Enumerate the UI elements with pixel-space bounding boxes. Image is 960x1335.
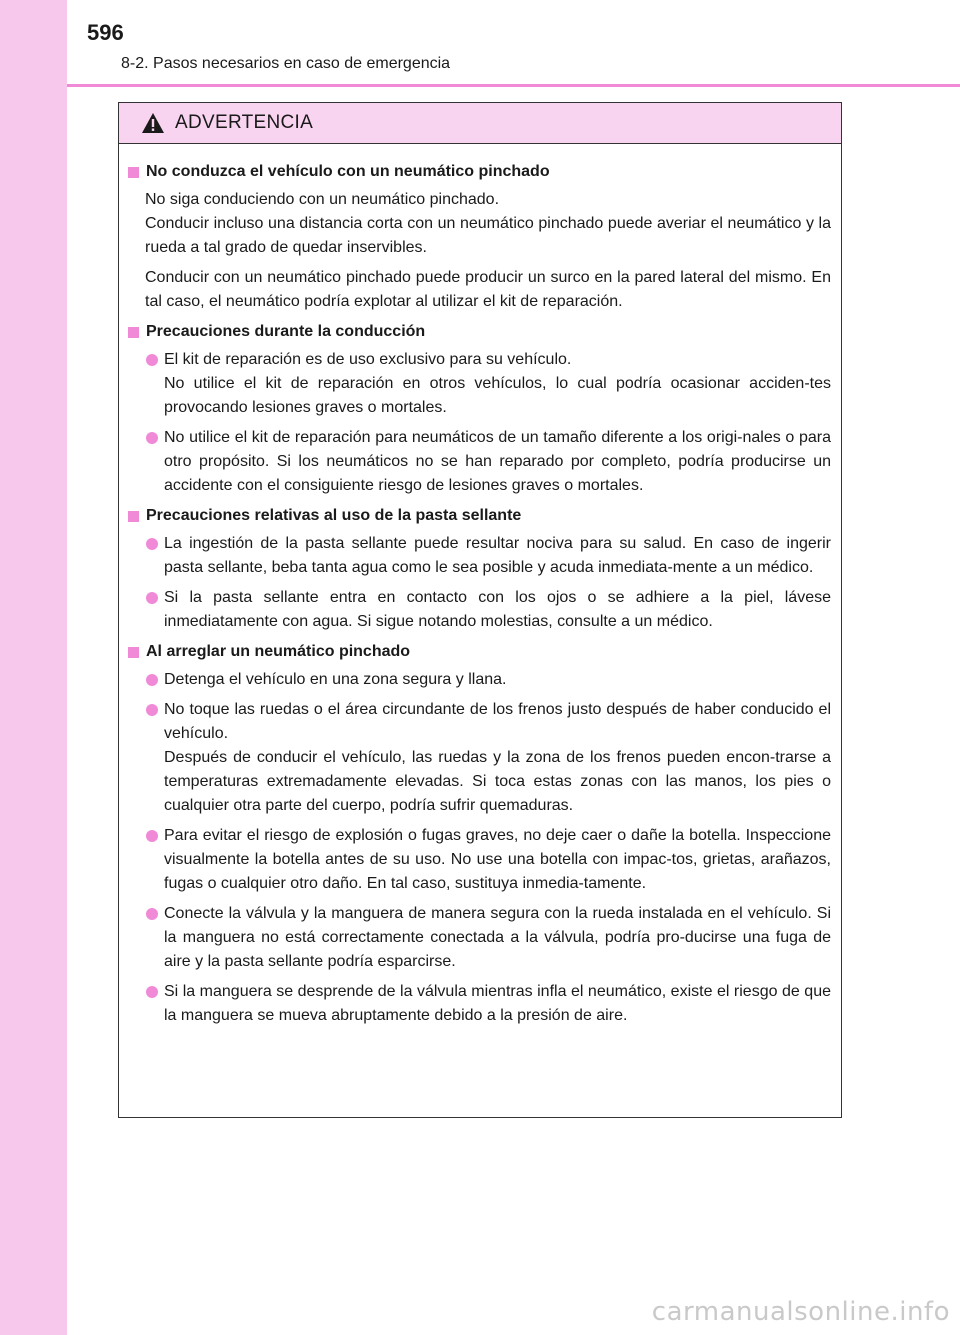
bullet-line: Para evitar el riesgo de explosión o fugas graves, no deje caer o dañe la botella. Inspeccione visualmente la botella antes de su uso. No use una botella con impac-tos, grietas, arañazos, fugas o cualquier otro daño. En tal caso, sustituya inmedia-tamente.	[164, 827, 831, 892]
warning-triangle-icon	[141, 112, 165, 134]
circle-bullet-icon	[146, 538, 158, 550]
bullet-item	[145, 980, 831, 1028]
square-bullet-icon	[128, 647, 139, 658]
square-bullet-icon	[128, 511, 139, 522]
bullet-text	[164, 698, 831, 818]
circle-bullet-icon	[146, 830, 158, 842]
bullet-text	[164, 824, 831, 896]
warning-header	[119, 103, 841, 144]
warning-section	[127, 160, 831, 314]
circle-bullet-icon	[146, 354, 158, 366]
bullet-text	[164, 426, 831, 498]
section-heading-text: No conduzca el vehículo con un neumático pinchado	[146, 163, 550, 180]
bullet-item	[145, 586, 831, 634]
watermark: carmanualsonline.info	[651, 1297, 950, 1327]
section-heading-text: Precauciones relativas al uso de la pasta sellante	[146, 507, 522, 524]
page-number: 596	[87, 20, 124, 45]
circle-bullet-icon	[146, 592, 158, 604]
header-rule	[67, 84, 960, 87]
page-header	[67, 0, 960, 84]
warning-section	[127, 320, 831, 498]
paragraph-line: No siga conduciendo con un neumático pinchado.	[145, 191, 500, 208]
circle-bullet-icon	[146, 908, 158, 920]
bullet-line: Si la manguera se desprende de la válvula mientras infla el neumático, existe el riesgo de que la manguera se mueva abruptamente debido a la presión de aire.	[164, 983, 831, 1024]
paragraph-line: Conducir incluso una distancia corta con un neumático pinchado puede averiar el neumático y la rueda a tal grado de quedar inservibles.	[145, 215, 831, 256]
bullet-text	[164, 902, 831, 974]
circle-bullet-icon	[146, 704, 158, 716]
paragraph	[145, 188, 831, 260]
section-heading-text: Precauciones durante la conducción	[146, 323, 426, 340]
bullet-line: Detenga el vehículo en una zona segura y llana.	[164, 671, 507, 688]
section-heading	[127, 320, 831, 344]
bullet-line: La ingestión de la pasta sellante puede resultar nociva para su salud. En caso de ingerir pasta sellante, beba tanta agua como le sea posible y acuda inmediata-mente a un médico.	[164, 535, 831, 576]
bullet-text	[164, 348, 831, 420]
bullet-line: No utilice el kit de reparación para neumáticos de un tamaño diferente a los origi-nales o para otro propósito. Si los neumáticos no se han reparado por completo, podría producirse un accidente con el consiguiente riesgo de lesiones graves o mortales.	[164, 429, 831, 494]
bullet-item	[145, 426, 831, 498]
section-heading	[127, 504, 831, 528]
bullet-item	[145, 348, 831, 420]
warning-title: ADVERTENCIA	[175, 112, 314, 133]
bullet-text	[164, 532, 831, 580]
bullet-line: Después de conducir el vehículo, las ruedas y la zona de los frenos pueden encon-trarse a temperaturas extremadamente elevadas. Si toca estas zonas con las manos, los pies o cualquier otra parte del cuerpo, podría sufrir quemaduras.	[164, 749, 831, 814]
section-heading	[127, 640, 831, 664]
paragraph	[145, 266, 831, 314]
paragraph-line: Conducir con un neumático pinchado puede producir un surco en la pared lateral del mismo. En tal caso, el neumático podría explotar al utilizar el kit de reparación.	[145, 269, 831, 310]
warning-section	[127, 640, 831, 1028]
bullet-text	[164, 980, 831, 1028]
bullet-line: No utilice el kit de reparación en otros vehículos, lo cual podría ocasionar acciden-tes provocando lesiones graves o mortales.	[164, 375, 831, 416]
circle-bullet-icon	[146, 986, 158, 998]
square-bullet-icon	[128, 327, 139, 338]
section-title: 8-2. Pasos necesarios en caso de emergencia	[121, 55, 451, 72]
section-heading	[127, 160, 831, 184]
bullet-line: No toque las ruedas o el área circundante de los frenos justo después de haber conducido el vehículo.	[164, 701, 831, 742]
bullet-text	[164, 668, 831, 692]
circle-bullet-icon	[146, 432, 158, 444]
bullet-item	[145, 824, 831, 896]
section-heading-text: Al arreglar un neumático pinchado	[146, 643, 411, 660]
bullet-line: El kit de reparación es de uso exclusivo para su vehículo.	[164, 351, 572, 368]
bullet-line: Si la pasta sellante entra en contacto con los ojos o se adhiere a la piel, lávese inmediatamente con agua. Si sigue notando molestias, consulte a un médico.	[164, 589, 831, 630]
warning-box	[118, 102, 842, 1118]
bullet-item	[145, 698, 831, 818]
warning-body	[119, 144, 841, 1028]
bullet-text	[164, 586, 831, 634]
warning-section	[127, 504, 831, 634]
bullet-item	[145, 532, 831, 580]
square-bullet-icon	[128, 167, 139, 178]
left-margin-band	[0, 0, 67, 1335]
circle-bullet-icon	[146, 674, 158, 686]
bullet-line: Conecte la válvula y la manguera de manera segura con la rueda instalada en el vehículo. Si la manguera no está correctamente conectada a la válvula, podría pro-ducirse una fuga de aire y la pasta sellante podría esparcirse.	[164, 905, 831, 970]
bullet-item	[145, 902, 831, 974]
bullet-item	[145, 668, 831, 692]
